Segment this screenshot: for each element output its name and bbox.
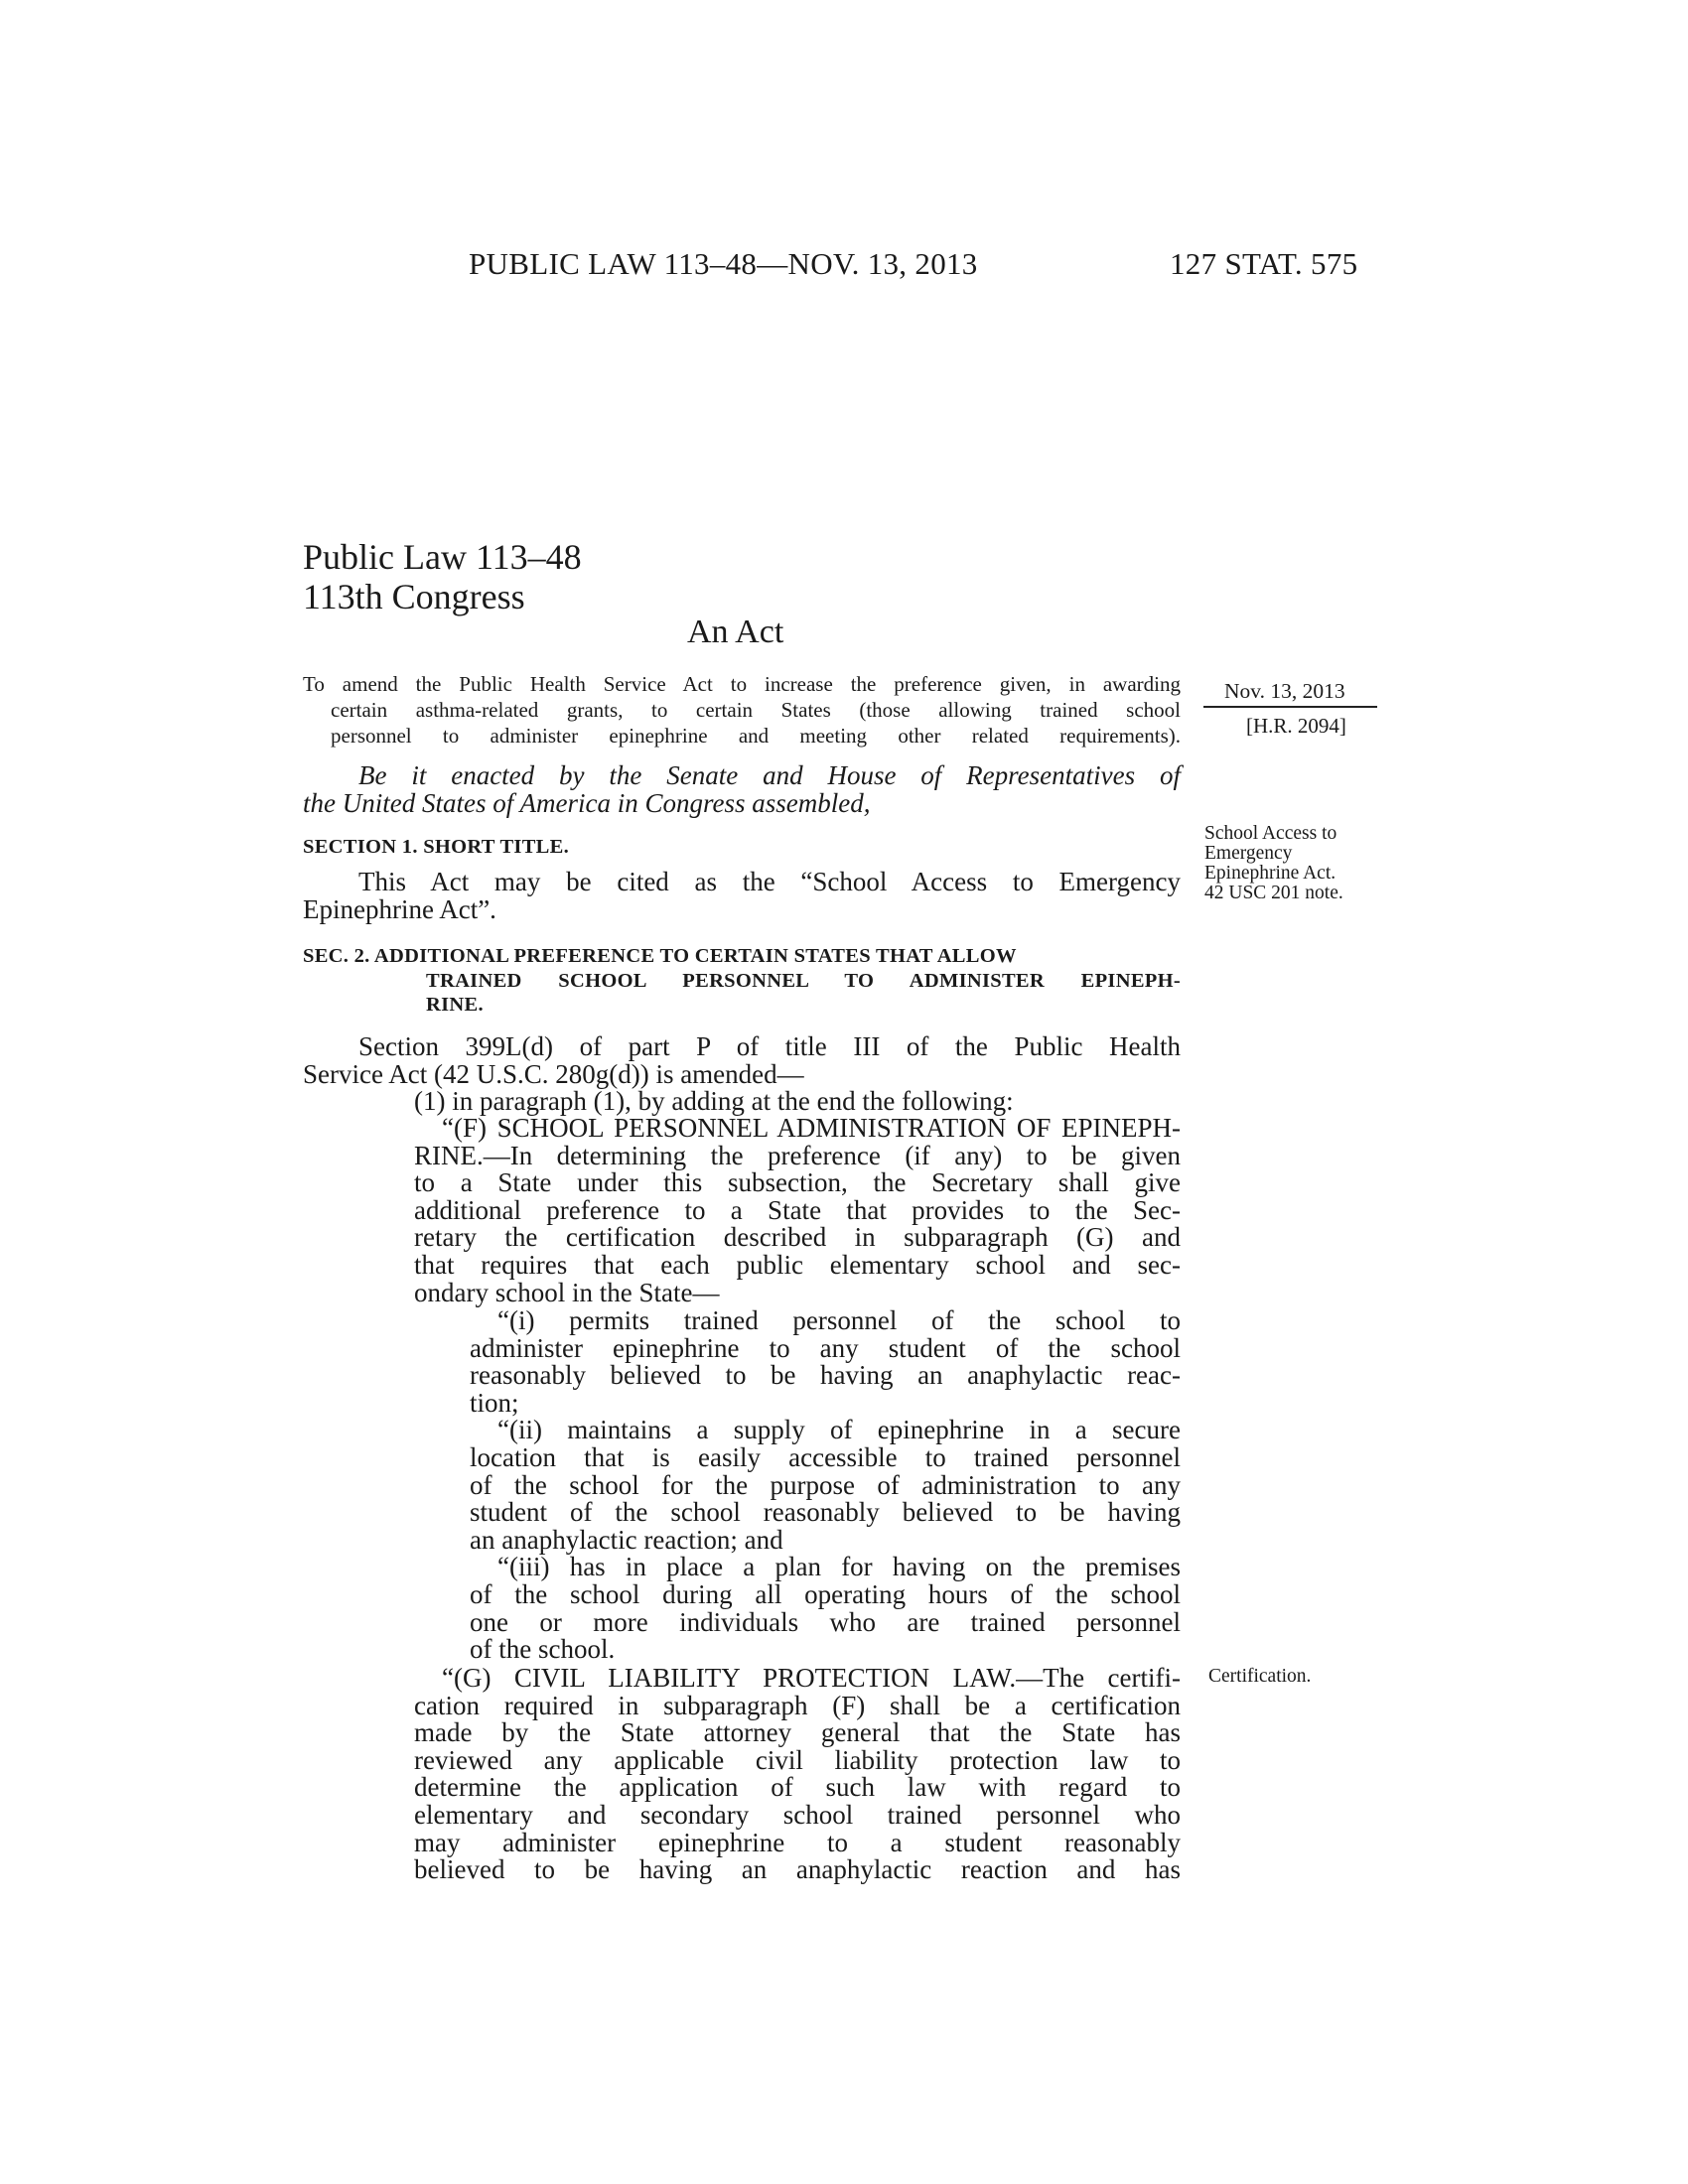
- subparagraph-f: [414, 1115, 1181, 1306]
- text-line: reviewed any applicable civil liability protection law to: [414, 1744, 1181, 1775]
- text-line: of the school for the purpose of administration to any: [470, 1469, 1181, 1500]
- enacting-clause: [303, 762, 1181, 817]
- text-line: of the school.: [470, 1634, 616, 1665]
- heading-line: TRAINED SCHOOL PERSONNEL TO ADMINISTER EPINEPH-: [426, 969, 1181, 992]
- text-line: student of the school reasonably believed to be having: [470, 1497, 1181, 1528]
- text-line: an anaphylactic reaction; and: [470, 1524, 783, 1555]
- clause-ii: “(ii) maintains a supply of epinephrine in a secure: [497, 1415, 1181, 1445]
- purpose-line: To amend the Public Health Service Act to increase the preference given, in awarding: [303, 672, 1181, 696]
- text-line: administer epinephrine to any student of the school: [470, 1332, 1181, 1363]
- heading-line: SEC. 2. ADDITIONAL PREFERENCE TO CERTAIN STATES THAT ALLOW: [303, 945, 1017, 967]
- text-line: [414, 1115, 1181, 1143]
- enacting-line: Be it enacted by the Senate and House of Representatives of: [358, 760, 1181, 790]
- text-line: Service Act (42 U.S.C. 280g(d)) is amended—: [303, 1058, 804, 1089]
- clause-iii: “(iii) has in place a plan for having on the premises: [497, 1552, 1181, 1582]
- purpose-line: personnel to administer epinephrine and meeting other related requirements).: [331, 724, 1181, 748]
- margin-note-certification: Certification.: [1208, 1666, 1312, 1687]
- text-line: ondary school in the State—: [414, 1277, 720, 1307]
- text-line: may administer epinephrine to a student reasonably: [414, 1827, 1181, 1857]
- act-heading: An Act: [687, 614, 784, 650]
- enacting-line: the United States of America in Congress assembled,: [303, 787, 871, 818]
- text-line: reasonably believed to be having an anaphylactic reac-: [470, 1360, 1181, 1391]
- margin-note-line: Emergency: [1204, 843, 1293, 864]
- margin-note-line: 42 USC 201 note.: [1204, 883, 1343, 903]
- heading-line: RINE.: [426, 994, 484, 1016]
- section-2-heading: [303, 944, 1181, 1018]
- text-line: This Act may be cited as the “School Access to Emergency: [358, 867, 1181, 896]
- text-line: tion;: [470, 1387, 519, 1418]
- text-line: determine the application of such law with regard to: [414, 1772, 1181, 1803]
- section-2-intro: [303, 1033, 1181, 1116]
- text-line: elementary and secondary school trained personnel who: [414, 1799, 1181, 1830]
- text-line: retary the certification described in subparagraph (G) and: [414, 1222, 1181, 1253]
- running-head-left: PUBLIC LAW 113–48—NOV. 13, 2013: [469, 246, 978, 281]
- section-1-text: [303, 869, 1181, 923]
- law-number: Public Law 113–48: [303, 537, 582, 577]
- margin-note-bill: [H.R. 2094]: [1246, 714, 1346, 738]
- text-line: location that is easily accessible to trained personnel: [470, 1441, 1181, 1472]
- text-line: of the school during all operating hours of the school: [470, 1578, 1181, 1609]
- running-head-page-number: 127 STAT. 575: [1170, 246, 1358, 281]
- text-line: one or more individuals who are trained personnel: [470, 1606, 1181, 1637]
- margin-note-line: Epinephrine Act.: [1204, 863, 1336, 884]
- text-line: RINE.—In determining the preference (if any) to be given: [414, 1140, 1181, 1170]
- subparagraph-g: [414, 1665, 1181, 1884]
- text-line: made by the State attorney general that the State has: [414, 1717, 1181, 1748]
- paragraph-1-amendment: (1) in paragraph (1), by adding at the end the following:: [414, 1086, 1014, 1117]
- text-line: to a State under this subsection, the Secretary shall give: [414, 1167, 1181, 1198]
- congress: 113th Congress: [303, 577, 525, 616]
- subparagraph-g-heading: “(G) CIVIL LIABILITY PROTECTION LAW.—The certifi-: [442, 1663, 1181, 1693]
- text-line: Section 399L(d) of part P of title III of the Public Health: [358, 1031, 1181, 1061]
- text-line: believed to be having an anaphylactic reaction and has: [414, 1854, 1181, 1885]
- text-line: Epinephrine Act”.: [303, 893, 496, 924]
- section-1-heading: SECTION 1. SHORT TITLE.: [303, 836, 570, 858]
- clause-i: “(i) permits trained personnel of the school to: [497, 1305, 1181, 1335]
- margin-note-date: Nov. 13, 2013: [1224, 679, 1345, 703]
- margin-note-divider: [1203, 706, 1377, 708]
- purpose-line: certain asthma-related grants, to certain States (those allowing trained school: [331, 698, 1181, 722]
- text-line: cation required in subparagraph (F) shall be a certification: [414, 1690, 1181, 1720]
- margin-note-short-title: [1204, 824, 1383, 903]
- text-line: additional preference to a State that provides to the Sec-: [414, 1194, 1181, 1225]
- clauses-i-iii: [470, 1307, 1181, 1664]
- margin-note-line: School Access to: [1204, 823, 1337, 844]
- text-line: that requires that each public elementary school and sec-: [414, 1249, 1181, 1280]
- subparagraph-f-heading: “(F) SCHOOL PERSONNEL ADMINISTRATION OF EPINEPH-: [442, 1113, 1181, 1143]
- purpose-clause: [303, 671, 1181, 749]
